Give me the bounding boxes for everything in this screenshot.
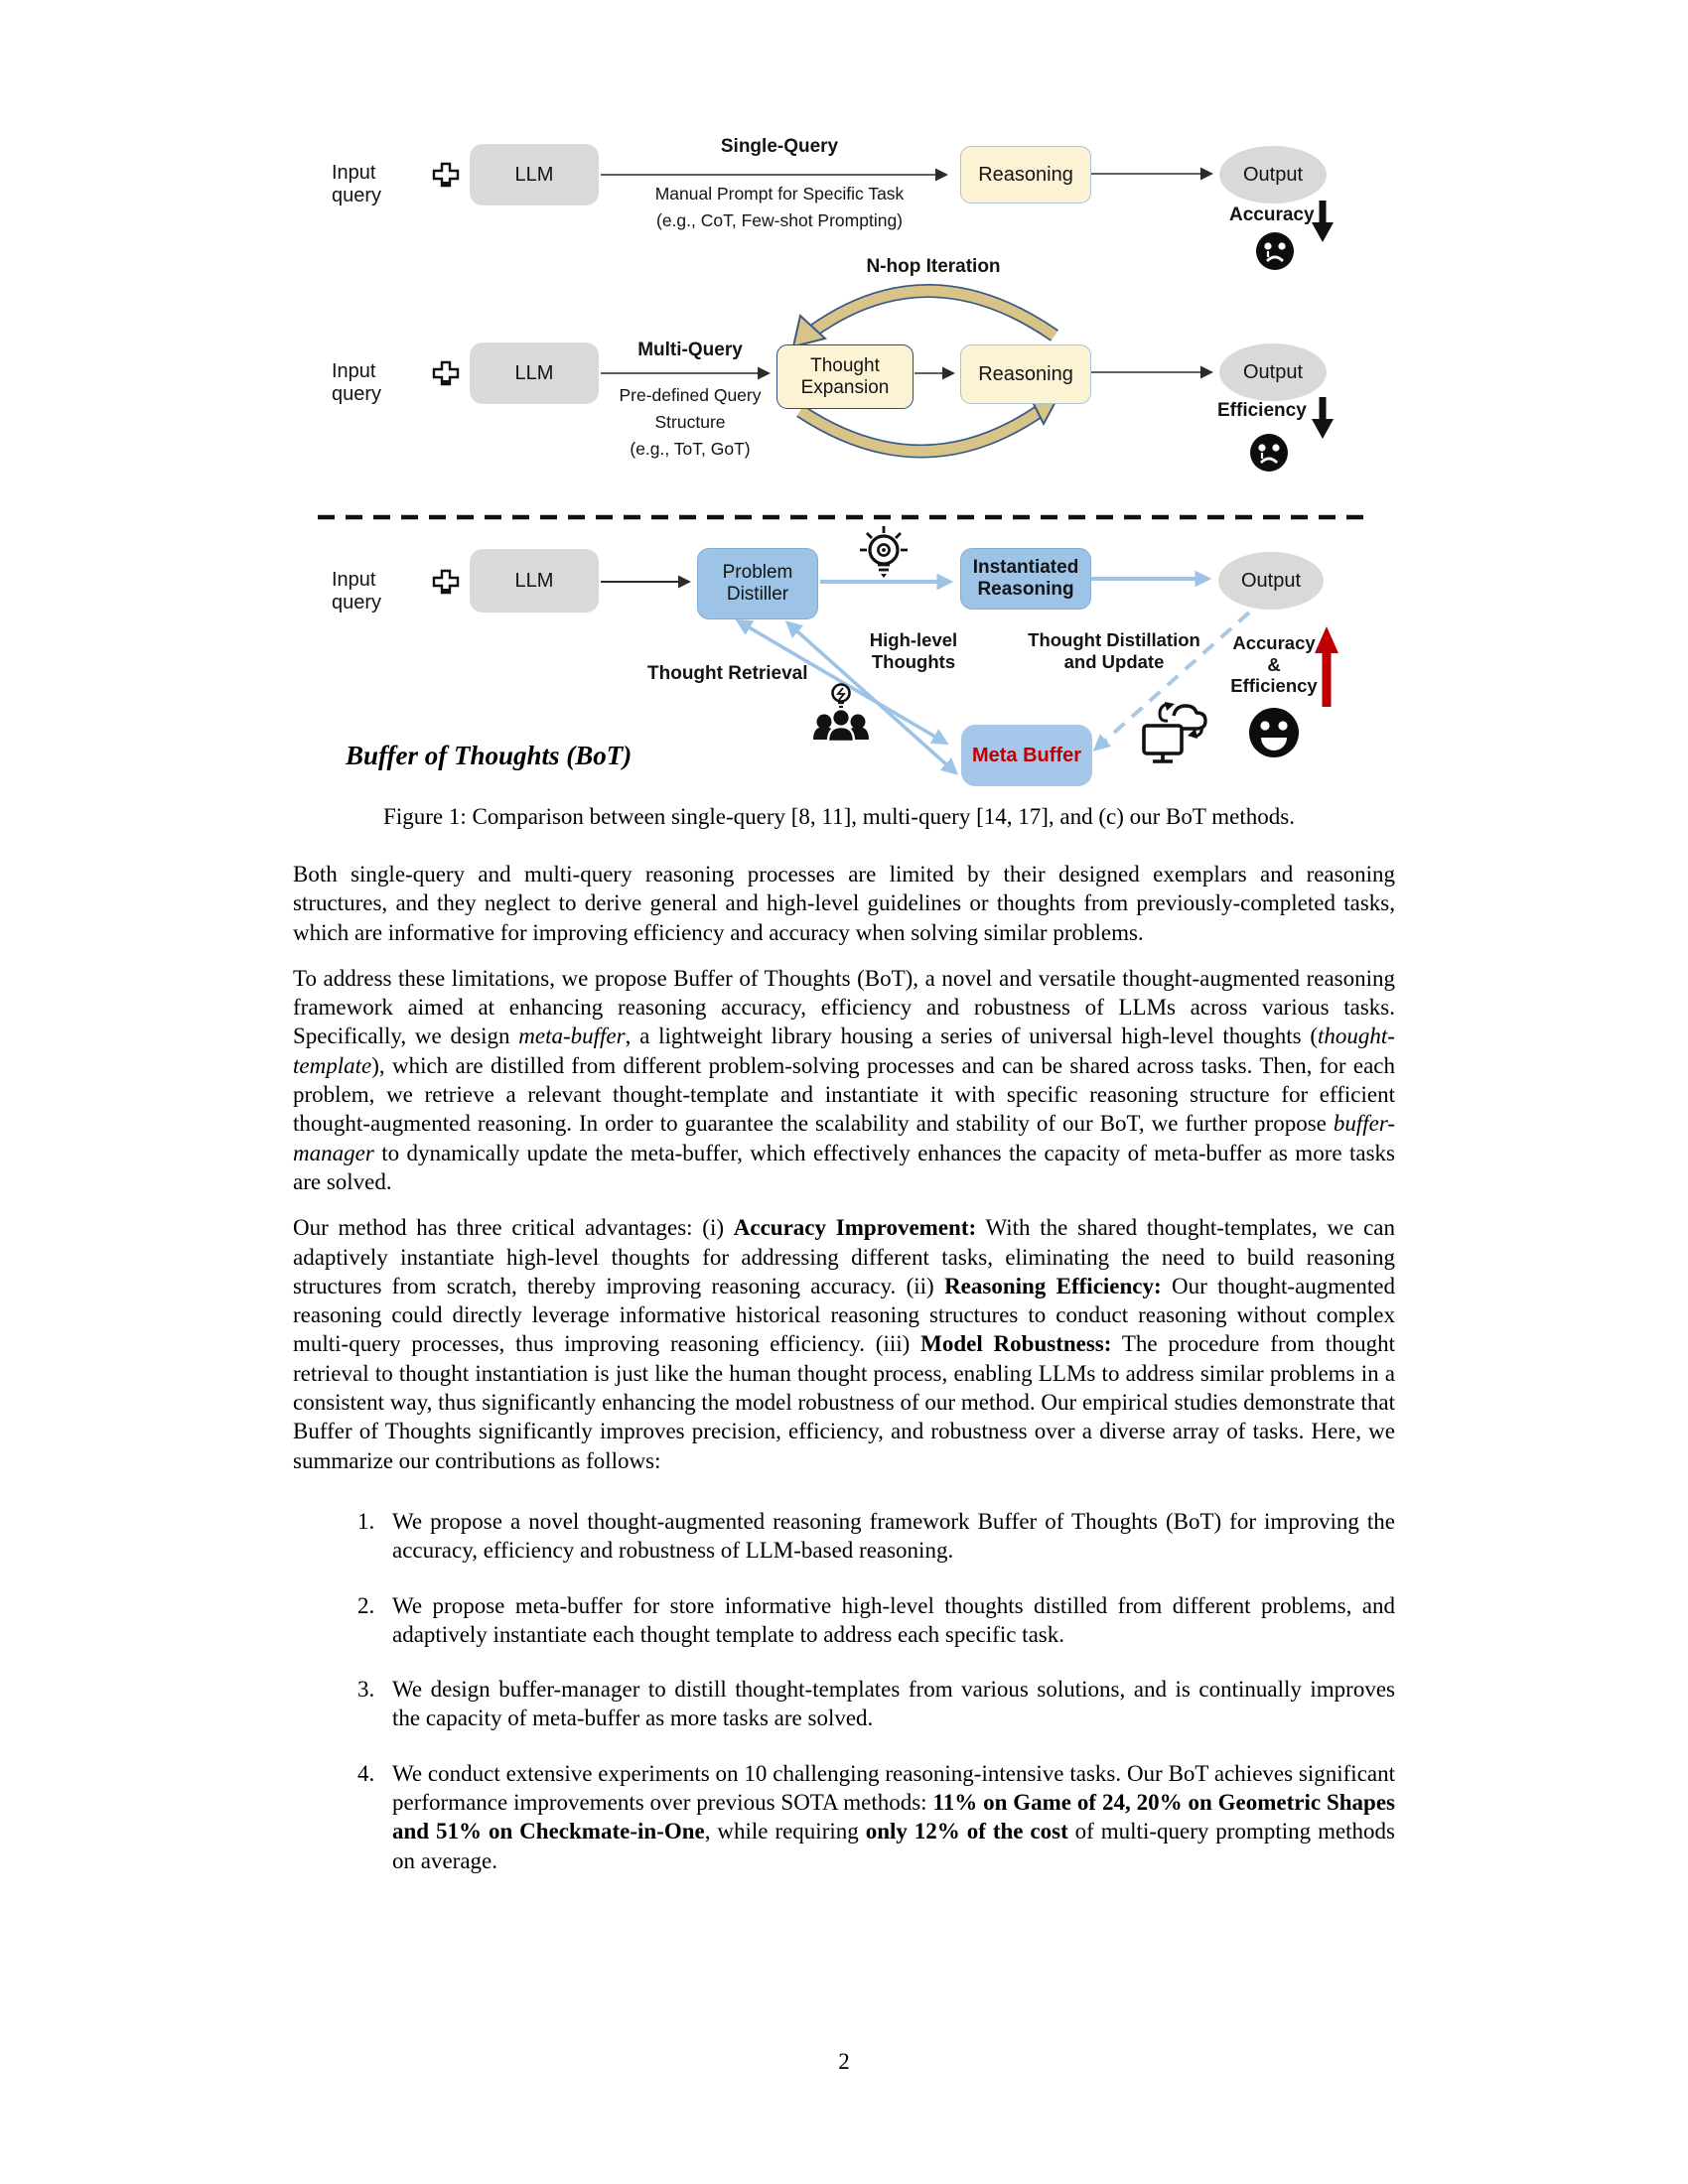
contributions-list [293,1507,1395,1875]
thought-distillation-label [1021,629,1207,672]
metric-line3: Efficiency [1230,675,1318,697]
reasoning-box [960,344,1091,404]
text-segment: , while requiring [704,1819,866,1844]
list-item-number: 3. [357,1677,375,1703]
text-segment: to dynamically update the meta-buffer, which effectively enhances the capacity of meta-buffer as more tasks are solved. [293,1140,1395,1194]
metric-line1: Accuracy [1232,632,1316,653]
plus-outline-icon [434,571,458,594]
efficiency-metric-label: Efficiency [1217,400,1307,421]
paragraph-3 [293,1213,1395,1475]
accuracy-efficiency-label [1224,632,1324,697]
multi-query-examples: (e.g., ToT, GoT) [630,439,751,459]
single-query-subtitle: Manual Prompt for Specific Task [654,184,905,204]
single-query-flow-arrows [601,174,1211,175]
multi-query-title: Multi-Query [637,340,743,360]
computer-cloud-sync-icon [1144,702,1205,761]
text-segment-bold: Reasoning Efficiency: [944,1273,1162,1298]
high-level-line1: High-level [869,629,958,650]
list-item-number: 2. [357,1592,375,1618]
output-label: Output [1242,163,1304,186]
meta-buffer-label: Meta Buffer [971,744,1081,766]
text-segment-bold: Model Robustness: [920,1331,1112,1357]
page-number: 2 [838,2049,850,2074]
meta-buffer-box [961,725,1092,786]
output-label: Output [1240,569,1302,592]
reasoning-label: Reasoning [978,163,1073,186]
llm-label: LLM [514,569,554,592]
reasoning-label: Reasoning [978,362,1073,385]
instantiated-reasoning-line1: Instantiated [972,557,1079,579]
text-segment: of multi-query prompting methods on average. [392,1819,1396,1873]
high-level-line2: Thoughts [871,650,956,672]
text-segment-italic: thought-template [293,1024,1395,1078]
output-ellipse [1219,146,1327,204]
sad-face-icon [1250,434,1288,472]
llm-box [470,342,599,404]
list-item-number: 4. [357,1760,375,1786]
list-item-text: We propose a novel thought-augmented reasoning framework Buffer of Thoughts (BoT) for improving the accuracy, efficiency and robustness of LLM-based reasoning. [392,1508,1395,1564]
problem-distiller-line2: Distiller [726,584,789,605]
list-item [293,1507,1395,1566]
figure-caption: Figure 1: Comparison between single-query [8, 11], multi-query [14, 17], and (c) our BoT methods. [383,804,1295,829]
problem-distiller-line1: Problem [722,562,793,584]
list-item [293,1759,1395,1875]
llm-box [470,549,599,613]
multi-query-subtitle-1: Pre-defined Query [619,385,762,405]
n-hop-iteration-label: N-hop Iteration [866,256,1001,277]
paragraph-2 [293,964,1395,1196]
input-query-label: Input query [332,162,382,207]
text-segment-bold: Accuracy Improvement: [733,1215,977,1241]
thought-expansion-line1: Thought [810,354,880,376]
input-query-label: Input query [332,360,382,406]
text-segment-italic: buffer-manager [293,1111,1395,1165]
bot-figure-title: Buffer of Thoughts (BoT) [346,741,633,770]
llm-box [470,144,599,205]
text-segment: The procedure from thought retrieval to thought instantiation is just like the human thought process, enabling LLMs to address similar problems in a consistent way, thus significantly enhancing the model robustness of our method. Our empirical studies demonstrate that Buffer of Thoughts significantly improves precision, efficiency, and robustness over a diverse array of tasks. Here, we summarize our contributions as follows: [293,1331,1396,1473]
output-ellipse [1218,552,1324,610]
llm-label: LLM [514,163,554,186]
text-segment: Both single-query and multi-query reasoning processes are limited by their designed exemplars and reasoning structures, and they neglect to derive general and high-level guidelines or thoughts from previously-completed tasks, which are informative for improving efficiency and accuracy when solving similar problems. [293,862,1395,945]
thought-expansion-box [776,344,914,409]
text-segment-bold: 11% on Game of 24, 20% on Geometric Shapes and 51% on Checkmate-in-One [392,1790,1395,1844]
high-level-thoughts-label [849,629,978,672]
metric-line2: & [1267,653,1281,675]
list-item-text [392,1759,1395,1875]
text-segment: , a lightweight library housing a series of universal high-level thoughts ( [625,1024,1319,1049]
text-segment: With the shared thought-templates, we can adaptively instantiate high-level thoughts for addressing different tasks, eliminating the need to build reasoning structures from scratch, thereby improving reasoning accuracy. (ii) [293,1215,1395,1298]
plus-outline-icon [434,164,458,187]
plus-outline-icon [434,362,458,385]
output-label: Output [1242,360,1304,383]
single-query-examples: (e.g., CoT, Few-shot Prompting) [656,210,903,230]
thought-distillation-line1: Thought Distillation [1028,629,1200,650]
reasoning-box [960,146,1091,204]
single-query-title: Single-Query [720,136,839,157]
multi-query-subtitle-2: Structure [654,412,726,432]
text-segment: Our method has three critical advantages: (i) [293,1215,734,1241]
llm-label: LLM [514,361,554,384]
output-ellipse [1219,343,1327,401]
thought-expansion-line2: Expansion [800,376,890,398]
list-item-text: We design buffer-manager to distill thought-templates from various solutions, and is continually improves the capacity of meta-buffer as more tasks are solved. [392,1677,1395,1731]
paragraph-1 [293,860,1395,947]
text-segment: Our thought-augmented reasoning could directly leverage informative historical reasoning structures to conduct reasoning without complex multi-query processes, thus improving reasoning efficiency. (iii) [293,1273,1395,1357]
instantiated-reasoning-line2: Reasoning [977,579,1074,600]
problem-distiller-box [697,548,818,619]
thought-retrieval-label: Thought Retrieval [647,663,808,684]
list-item [293,1675,1395,1733]
thought-distillation-line2: and Update [1063,650,1165,672]
text-segment-italic: meta-buffer [518,1024,626,1049]
input-query-label: Input query [332,569,382,614]
list-item-text: We propose meta-buffer for store informative high-level thoughts distilled from different problems, and adaptively instantiate each thought template to address each specific task. [392,1592,1395,1647]
instantiated-reasoning-box [960,548,1091,610]
text-segment-bold: only 12% of the cost [865,1819,1068,1844]
list-item [293,1591,1395,1650]
accuracy-metric-label: Accuracy [1229,205,1315,225]
happy-face-icon [1249,708,1299,757]
list-item-number: 1. [357,1508,375,1534]
sad-face-icon [1256,232,1294,270]
light-bulb-gear-icon [860,526,908,578]
text-segment: We conduct extensive experiments on 10 challenging reasoning-intensive tasks. Our BoT achieves significant performance improvements over previous SOTA methods: [392,1760,1395,1816]
text-segment: To address these limitations, we propose Buffer of Thoughts (BoT), a novel and versatile thought-augmented reasoning framework aimed at enhancing reasoning accuracy, efficiency and robustness of LLMs across various tasks. Specifically, we design [293,965,1395,1049]
body-text-column [293,860,1395,1901]
text-segment: ), which are distilled from different problem-solving processes and can be shared across tasks. Then, for each problem, we retrieve a relevant thought-template and instantiate it with specific reasoning structure for efficient thought-augmented reasoning. In order to guarantee the scalability and stability of our BoT, we further propose [293,1052,1395,1137]
